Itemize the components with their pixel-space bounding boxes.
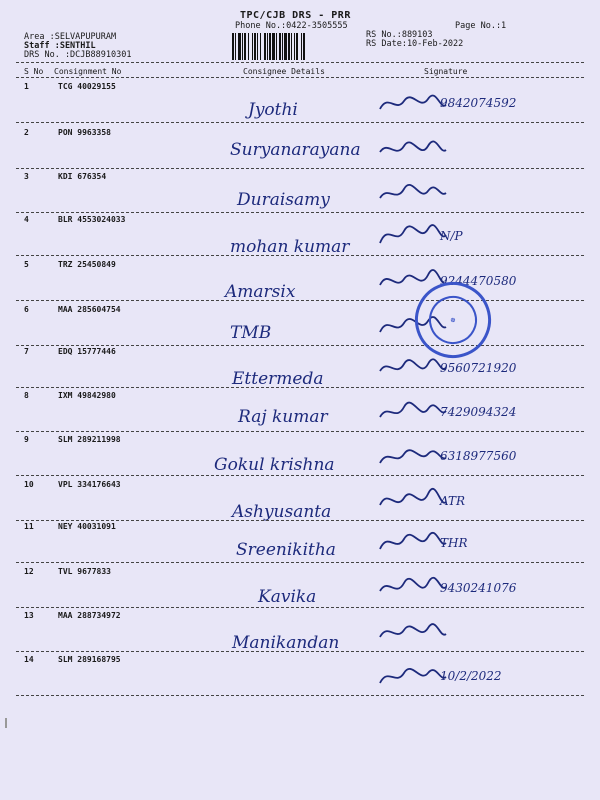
signature-scribble	[378, 484, 448, 518]
consignee-name: mohan kumar	[230, 237, 350, 257]
consignment-number: TVL 9677833	[58, 567, 111, 576]
consignee-name: Raj kumar	[238, 407, 328, 427]
row-sno: 14	[24, 655, 34, 664]
signature-note: 9842074592	[440, 96, 517, 110]
signature-note: 9244470580	[440, 274, 517, 288]
consignment-number: KDI 676354	[58, 172, 107, 181]
row-divider	[16, 212, 584, 213]
signature-scribble	[378, 439, 448, 473]
rs-number: RS No.:889103	[366, 30, 433, 40]
signature-scribble	[378, 526, 448, 560]
signature-note: ATR	[440, 494, 466, 508]
col-consignment: Consignment No	[54, 67, 122, 76]
consignee-name: Suryanarayana	[230, 140, 361, 160]
consignee-name: Ettermeda	[232, 369, 324, 389]
row-divider	[16, 475, 584, 476]
row-sno: 4	[24, 215, 29, 224]
signature-note: 10/2/2022	[440, 669, 502, 683]
signature-scribble	[378, 615, 448, 649]
margin-mark	[5, 718, 7, 728]
row-sno: 11	[24, 522, 34, 531]
signature-note: 6318977560	[440, 449, 517, 463]
consignee-name: Amarsix	[225, 282, 296, 302]
row-sno: 7	[24, 347, 29, 356]
row-sno: 6	[24, 305, 29, 314]
signature-scribble	[378, 176, 448, 210]
consignee-name: Gokul krishna	[214, 455, 335, 475]
consignment-number: BLR 4553024033	[58, 215, 126, 224]
signature-scribble	[378, 86, 448, 120]
row-divider	[16, 651, 584, 652]
signature-scribble	[378, 219, 448, 253]
signature-scribble	[378, 571, 448, 605]
consignee-name: Ashyusanta	[232, 502, 332, 522]
consignment-number: EDQ 15777446	[58, 347, 116, 356]
row-divider	[16, 255, 584, 256]
consignment-number: NEY 40031091	[58, 522, 116, 531]
consignment-number: SLM 289211998	[58, 435, 121, 444]
row-sno: 13	[24, 611, 34, 620]
signature-note: N/P	[440, 229, 463, 243]
signature-scribble	[378, 659, 448, 693]
consignment-number: PON 9963358	[58, 128, 111, 137]
header-divider-bottom	[16, 77, 584, 78]
rs-date: RS Date:10-Feb-2022	[366, 39, 464, 49]
row-sno: 9	[24, 435, 29, 444]
row-divider	[16, 607, 584, 608]
staff-field: Staff :SENTHIL	[24, 41, 96, 51]
row-divider	[16, 345, 584, 346]
row-divider	[16, 695, 584, 696]
row-sno: 8	[24, 391, 29, 400]
phone-number: Phone No.:0422-3505555	[235, 21, 348, 31]
row-divider	[16, 300, 584, 301]
consignment-number: IXM 49842980	[58, 391, 116, 400]
row-sno: 5	[24, 260, 29, 269]
signature-scribble	[378, 395, 448, 429]
row-sno: 3	[24, 172, 29, 181]
consignment-number: MAA 285604754	[58, 305, 121, 314]
consignment-number: TRZ 25450849	[58, 260, 116, 269]
consignee-name: TMB	[230, 323, 272, 343]
col-sno: S No	[24, 67, 44, 76]
consignment-number: VPL 334176643	[58, 480, 121, 489]
consignment-number: MAA 288734972	[58, 611, 121, 620]
signature-note: 7429094324	[440, 405, 517, 419]
page-number: Page No.:1	[455, 21, 507, 31]
document-title: TPC/CJB DRS - PRR	[240, 10, 351, 21]
drs-number: DRS No. :DCJB88910301	[24, 50, 132, 60]
signature-scribble	[378, 132, 448, 166]
row-sno: 1	[24, 82, 29, 91]
row-sno: 12	[24, 567, 34, 576]
consignee-name: Sreenikitha	[236, 540, 336, 560]
barcode	[232, 33, 356, 60]
consignment-number: TCG 40029155	[58, 82, 116, 91]
signature-note: 9430241076	[440, 581, 517, 595]
row-divider	[16, 122, 584, 123]
row-sno: 10	[24, 480, 34, 489]
row-divider	[16, 520, 584, 521]
consignee-name: Jyothi	[248, 100, 298, 120]
row-divider	[16, 431, 584, 432]
consignment-number: SLM 289168795	[58, 655, 121, 664]
signature-scribble	[378, 351, 448, 385]
consignee-name: Kavika	[258, 587, 317, 607]
row-divider	[16, 387, 584, 388]
row-divider	[16, 562, 584, 563]
consignee-name: Manikandan	[232, 633, 340, 653]
signature-note: 9560721920	[440, 361, 517, 375]
col-signature: Signature	[424, 67, 468, 76]
consignee-name: Duraisamy	[237, 190, 330, 210]
company-stamp: ⊕	[405, 272, 501, 368]
col-consignee: Consignee Details	[243, 67, 325, 76]
header-divider-top	[16, 62, 584, 63]
row-sno: 2	[24, 128, 29, 137]
row-divider	[16, 168, 584, 169]
signature-note: THR	[440, 536, 468, 550]
area-field: Area :SELVAPUPURAM	[24, 32, 117, 42]
